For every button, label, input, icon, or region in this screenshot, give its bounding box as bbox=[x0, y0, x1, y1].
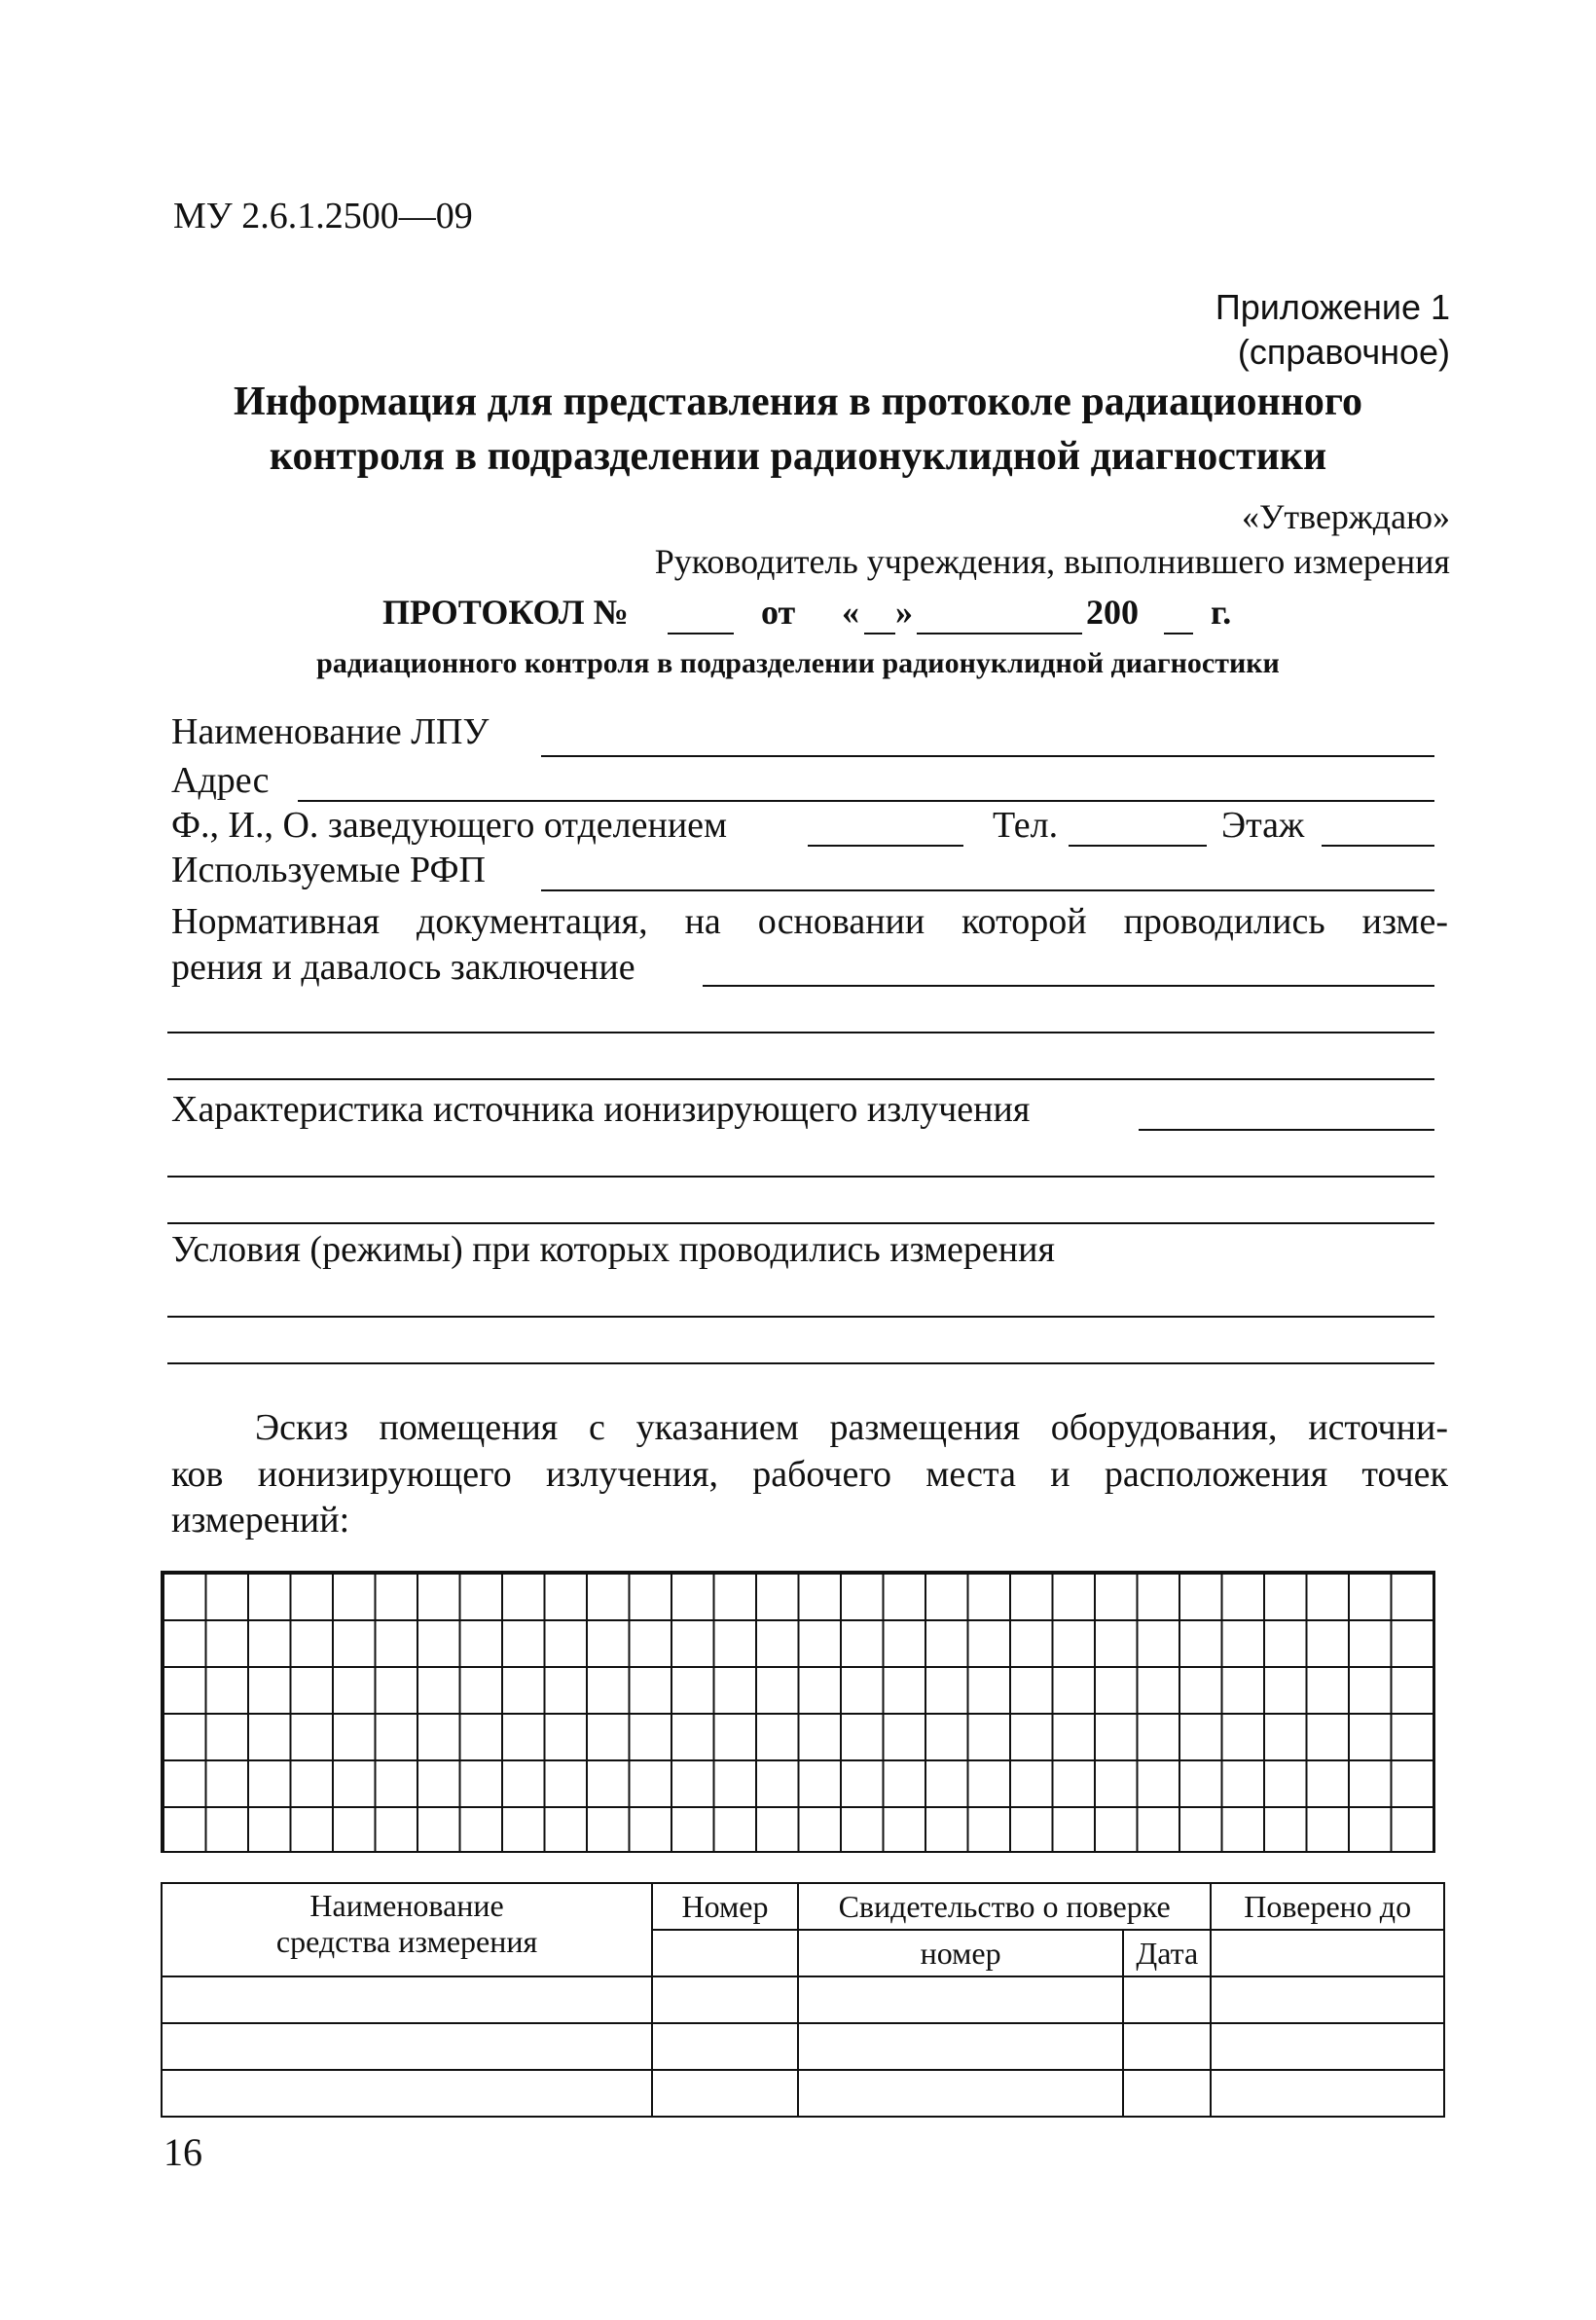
approver-title: Руководитель учреждения, выполнившего измерения bbox=[654, 542, 1450, 581]
table-cell[interactable] bbox=[798, 2070, 1123, 2117]
table-cell[interactable] bbox=[1211, 1976, 1444, 2023]
instruments-table bbox=[161, 1882, 1445, 2118]
head-name-label: Ф., И., О. заведующего отделением bbox=[171, 805, 728, 846]
appendix-type: (справочное) bbox=[1237, 332, 1450, 372]
floor-label: Этаж bbox=[1221, 805, 1305, 846]
source-label: Характеристика источника ионизирующего излучения bbox=[171, 1089, 1031, 1130]
table-cell[interactable] bbox=[652, 2070, 798, 2117]
protocol-year-label: 200 bbox=[1086, 593, 1139, 632]
address-label: Адрес bbox=[171, 760, 270, 801]
protocol-month-field[interactable] bbox=[917, 633, 1082, 634]
table-cell[interactable] bbox=[798, 2023, 1123, 2070]
header-number-sub bbox=[652, 1930, 798, 1976]
header-verified-until-sub bbox=[1211, 1930, 1444, 1976]
table-cell[interactable] bbox=[1211, 2023, 1444, 2070]
protocol-year-suffix: г. bbox=[1211, 593, 1232, 632]
table-cell[interactable] bbox=[1123, 2070, 1211, 2117]
protocol-number-field[interactable] bbox=[668, 633, 734, 634]
protocol-label: ПРОТОКОЛ № bbox=[382, 593, 629, 632]
norm-docs-field[interactable] bbox=[703, 985, 1434, 987]
lpu-field[interactable] bbox=[541, 755, 1434, 757]
source-field[interactable] bbox=[1139, 1129, 1434, 1131]
rfp-label: Используемые РФП bbox=[171, 850, 486, 890]
sketch-grid[interactable] bbox=[161, 1571, 1435, 1853]
appendix-number: Приложение 1 bbox=[1215, 287, 1450, 327]
sketch-text-line-2: ков ионизирующего излучения, рабочего места и расположения точек bbox=[171, 1454, 1448, 1495]
header-cert-number: номер bbox=[798, 1930, 1123, 1976]
floor-field[interactable] bbox=[1322, 845, 1434, 847]
table-cell[interactable] bbox=[1211, 2070, 1444, 2117]
conditions-field-line-2[interactable] bbox=[167, 1362, 1434, 1364]
table-cell[interactable] bbox=[652, 1976, 798, 2023]
header-cert-date: Дата bbox=[1123, 1930, 1211, 1976]
protocol-year-field[interactable] bbox=[1164, 633, 1193, 634]
table-cell[interactable] bbox=[1123, 2023, 1211, 2070]
protocol-subtitle: радиационного контроля в подразделении радионуклидной диагностики bbox=[316, 647, 1280, 679]
table-row bbox=[162, 2070, 1444, 2117]
lpu-label: Наименование ЛПУ bbox=[171, 711, 490, 752]
sketch-text-line-3: измерений: bbox=[171, 1500, 350, 1541]
table-cell[interactable] bbox=[162, 2070, 652, 2117]
phone-label: Тел. bbox=[993, 805, 1059, 846]
norm-docs-field-line-2[interactable] bbox=[167, 1032, 1434, 1033]
phone-field[interactable] bbox=[1069, 845, 1207, 847]
protocol-close-quote: » bbox=[895, 593, 913, 632]
norm-docs-label-line-1: Нормативная документация, на основании которой проводились изме- bbox=[171, 901, 1448, 942]
title-line-2: контроля в подразделении радионуклидной диагностики bbox=[269, 434, 1327, 479]
document-code: МУ 2.6.1.2500—09 bbox=[173, 196, 473, 236]
appendix-label bbox=[1215, 285, 1450, 375]
header-number: Номер bbox=[652, 1883, 798, 1930]
norm-docs-label-line-2: рения и давалось заключение bbox=[171, 947, 635, 988]
header-instrument-name-line-1: Наименование bbox=[309, 1888, 504, 1923]
sketch-text-line-1: Эскиз помещения с указанием размещения оборудования, источни- bbox=[255, 1407, 1448, 1448]
rfp-field[interactable] bbox=[541, 889, 1434, 891]
table-cell[interactable] bbox=[798, 1976, 1123, 2023]
conditions-field-line-1[interactable] bbox=[167, 1316, 1434, 1318]
protocol-day-field[interactable] bbox=[864, 633, 895, 634]
protocol-from-label: от bbox=[761, 593, 796, 632]
approve-label: «Утверждаю» bbox=[1241, 497, 1450, 536]
table-cell[interactable] bbox=[652, 2023, 798, 2070]
table-cell[interactable] bbox=[162, 2023, 652, 2070]
table-cell[interactable] bbox=[1123, 1976, 1211, 2023]
document-title bbox=[0, 375, 1596, 484]
protocol-open-quote: « bbox=[842, 593, 859, 632]
conditions-label: Условия (режимы) при которых проводились измерения bbox=[171, 1229, 1055, 1270]
page-number: 16 bbox=[163, 2130, 202, 2174]
header-instrument-name bbox=[162, 1883, 652, 1976]
header-certificate: Свидетельство о поверке bbox=[798, 1883, 1211, 1930]
table-row bbox=[162, 1976, 1444, 2023]
address-field[interactable] bbox=[298, 800, 1434, 802]
table-row bbox=[162, 2023, 1444, 2070]
source-field-line-3[interactable] bbox=[167, 1222, 1434, 1224]
source-field-line-2[interactable] bbox=[167, 1176, 1434, 1178]
header-instrument-name-line-2: средства измерения bbox=[275, 1924, 538, 1959]
title-line-1: Информация для представления в протоколе радиационного bbox=[234, 380, 1362, 424]
table-cell[interactable] bbox=[162, 1976, 652, 2023]
header-verified-until: Поверено до bbox=[1211, 1883, 1444, 1930]
head-name-field[interactable] bbox=[808, 845, 963, 847]
norm-docs-field-line-3[interactable] bbox=[167, 1078, 1434, 1080]
